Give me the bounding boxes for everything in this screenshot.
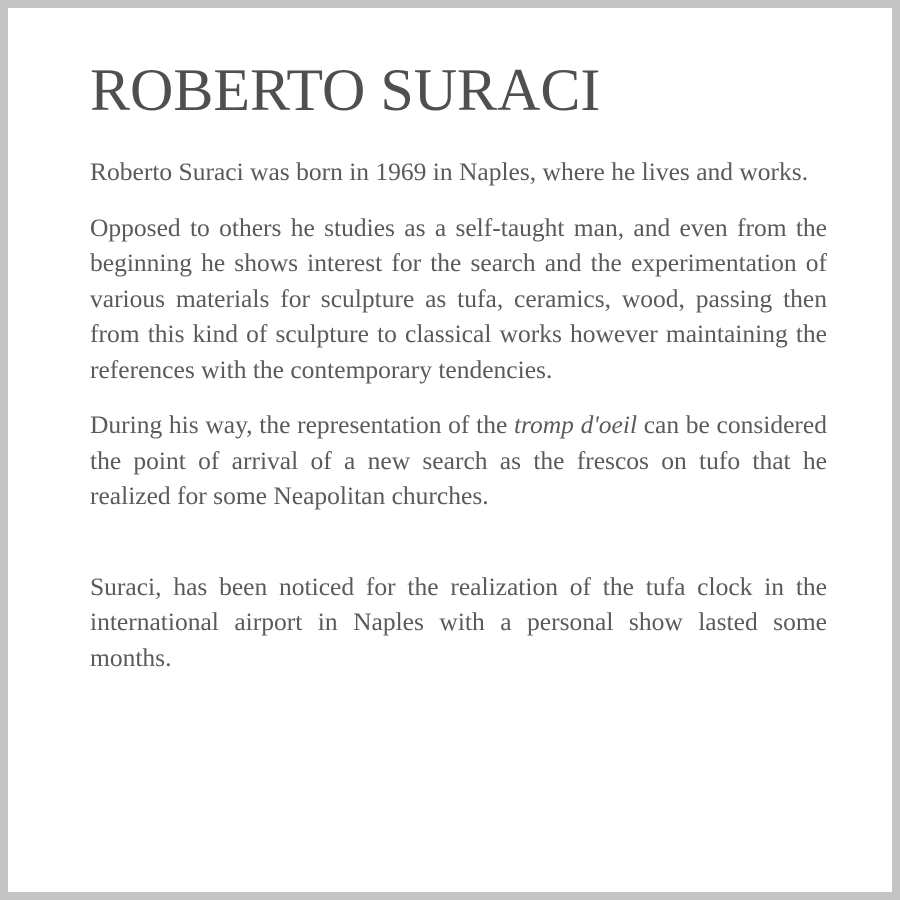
paragraph-tromp-doeil-start: During his way, the representation of the	[90, 410, 514, 439]
paragraph-tufa-clock: Suraci, has been noticed for the realization of the tufa clock in the international airport in Naples with a personal show lasted some months.	[90, 571, 827, 672]
paragraph-studies: Opposed to others he studies as a self-taught man, and even from the beginning he shows interest for the search and the experimentation of various materials for sculpture as tufa, ceramics, wood, passing then from this kind of sculpture to classical works however maintaining the references with the contemporary tendencies.	[90, 212, 827, 384]
tromp-doeil-italic: tromp d'oeil	[513, 410, 638, 439]
paragraph-tromp-doeil-end: can be considered the point of arrival of a new search as the frescos on tufo that he realized for some Neapolitan churches.	[90, 410, 827, 510]
biography-content	[90, 58, 827, 695]
paragraph-birth: Roberto Suraci was born in 1969 in Naples, where he lives and works.	[90, 157, 809, 186]
paragraph-tromp-doeil	[90, 407, 827, 514]
page-title: ROBERTO SURACI	[90, 57, 601, 123]
